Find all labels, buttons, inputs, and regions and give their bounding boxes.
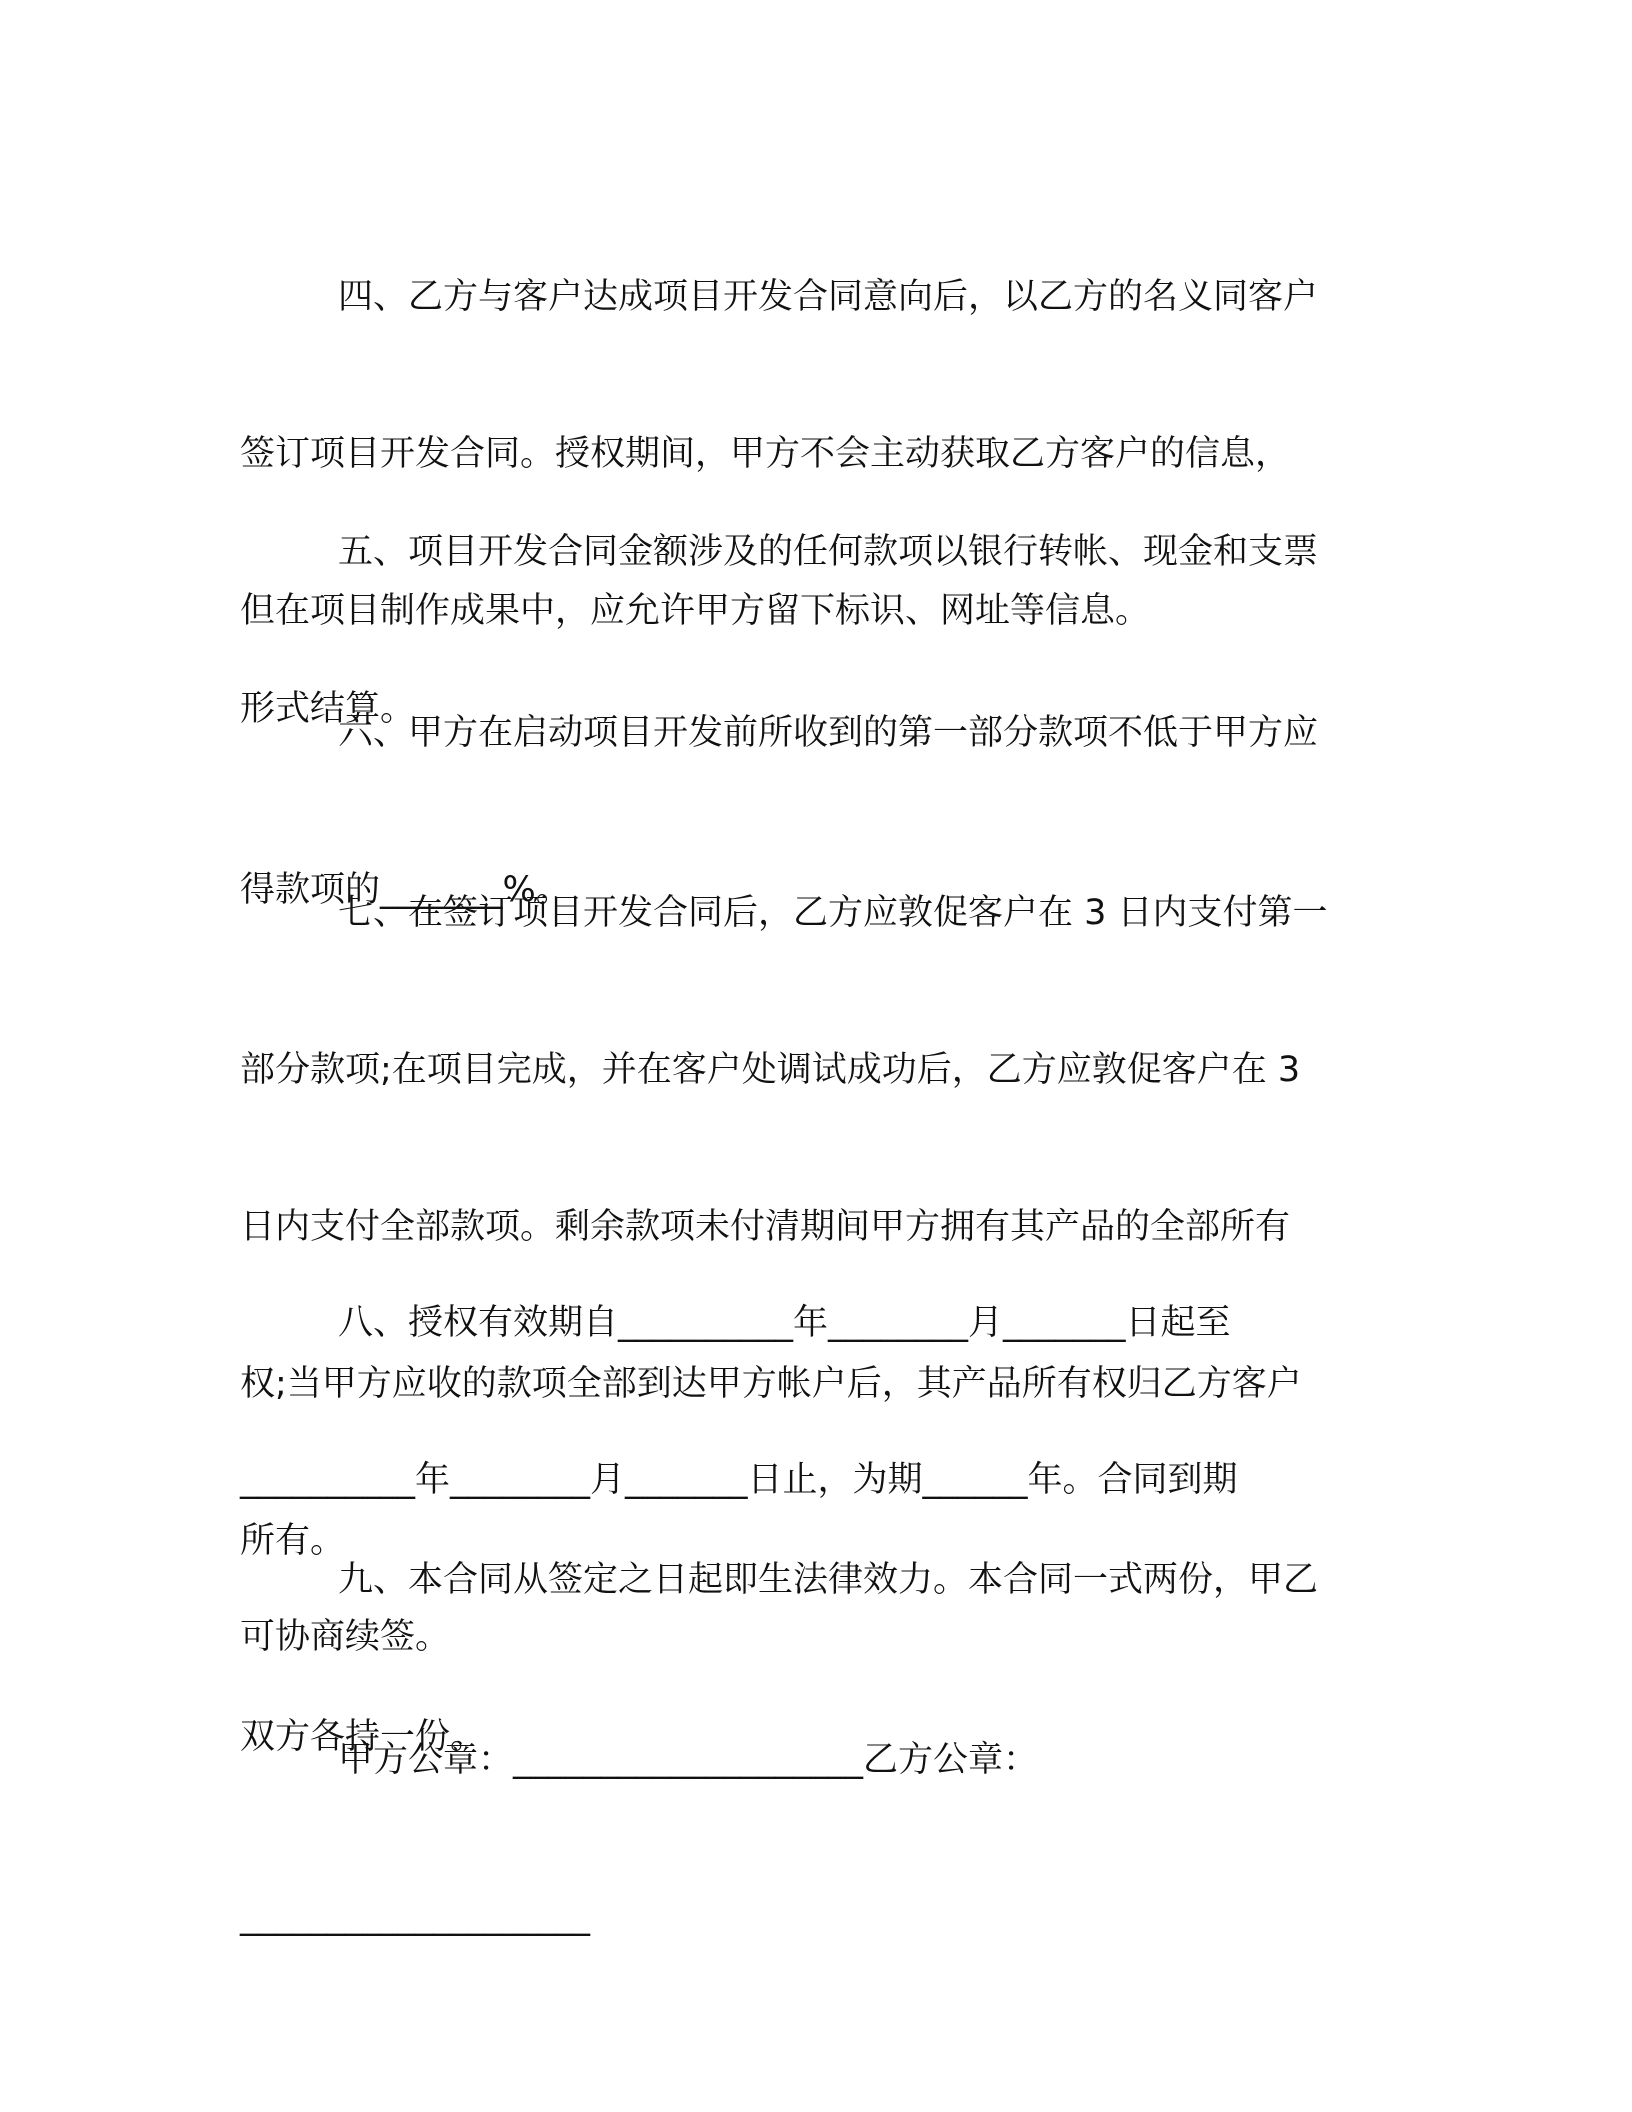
clause-8-line-3: 可协商续签。 <box>240 1617 451 1657</box>
clause-7-line-5: 所有。 <box>240 1521 346 1561</box>
clause-7-line-3: 日内支付全部款项。剩余款项未付清期间甲方拥有其产品的全部所有 <box>240 1207 1291 1247</box>
clause-8-line-1: 八、授权有效期自__________年________月_______日起至 <box>338 1303 1231 1343</box>
clause-4-line-2: 签订项目开发合同。授权期间，甲方不会主动获取乙方客户的信息， <box>240 434 1291 474</box>
clause-8-line-2: __________年________月_______日止，为期______年。合同到期 <box>240 1460 1238 1500</box>
seals-paragraph <box>240 1663 1380 2015</box>
clause-7-line-4: 权;当甲方应收的款项全部到达甲方帐户后，其产品所有权归乙方客户 <box>240 1364 1302 1404</box>
clause-6-line-1: 六、甲方在启动项目开发前所收到的第一部分款项不低于甲方应 <box>338 713 1319 753</box>
party-b-seal-line: ____________________ <box>240 1897 590 1937</box>
party-a-seal-line: 甲方公章：____________________乙方公章： <box>338 1740 1039 1780</box>
clause-5-line-2: 形式结算。 <box>240 689 416 729</box>
clause-4-line-1: 四、乙方与客户达成项目开发合同意向后，以乙方的名义同客户 <box>338 277 1319 317</box>
clause-9-line-1: 九、本合同从签定之日起即生法律效力。本合同一式两份，甲乙 <box>338 1560 1319 1600</box>
clause-4-line-3: 但在项目制作成果中，应允许甲方留下标识、网址等信息。 <box>240 591 1151 631</box>
clause-6-line-2: 得款项的_______%。 <box>240 870 571 910</box>
clause-5-line-1: 五、项目开发合同金额涉及的任何款项以银行转帐、现金和支票 <box>338 532 1319 572</box>
clause-9-line-2: 双方各持一份。 <box>240 1717 486 1757</box>
clause-7-line-1: 七、在签订项目开发合同后，乙方应敦促客户在 3 日内支付第一 <box>338 893 1328 933</box>
clause-7-line-2: 部分款项;在项目完成，并在客户处调试成功后，乙方应敦促客户在 3 <box>240 1050 1301 1090</box>
